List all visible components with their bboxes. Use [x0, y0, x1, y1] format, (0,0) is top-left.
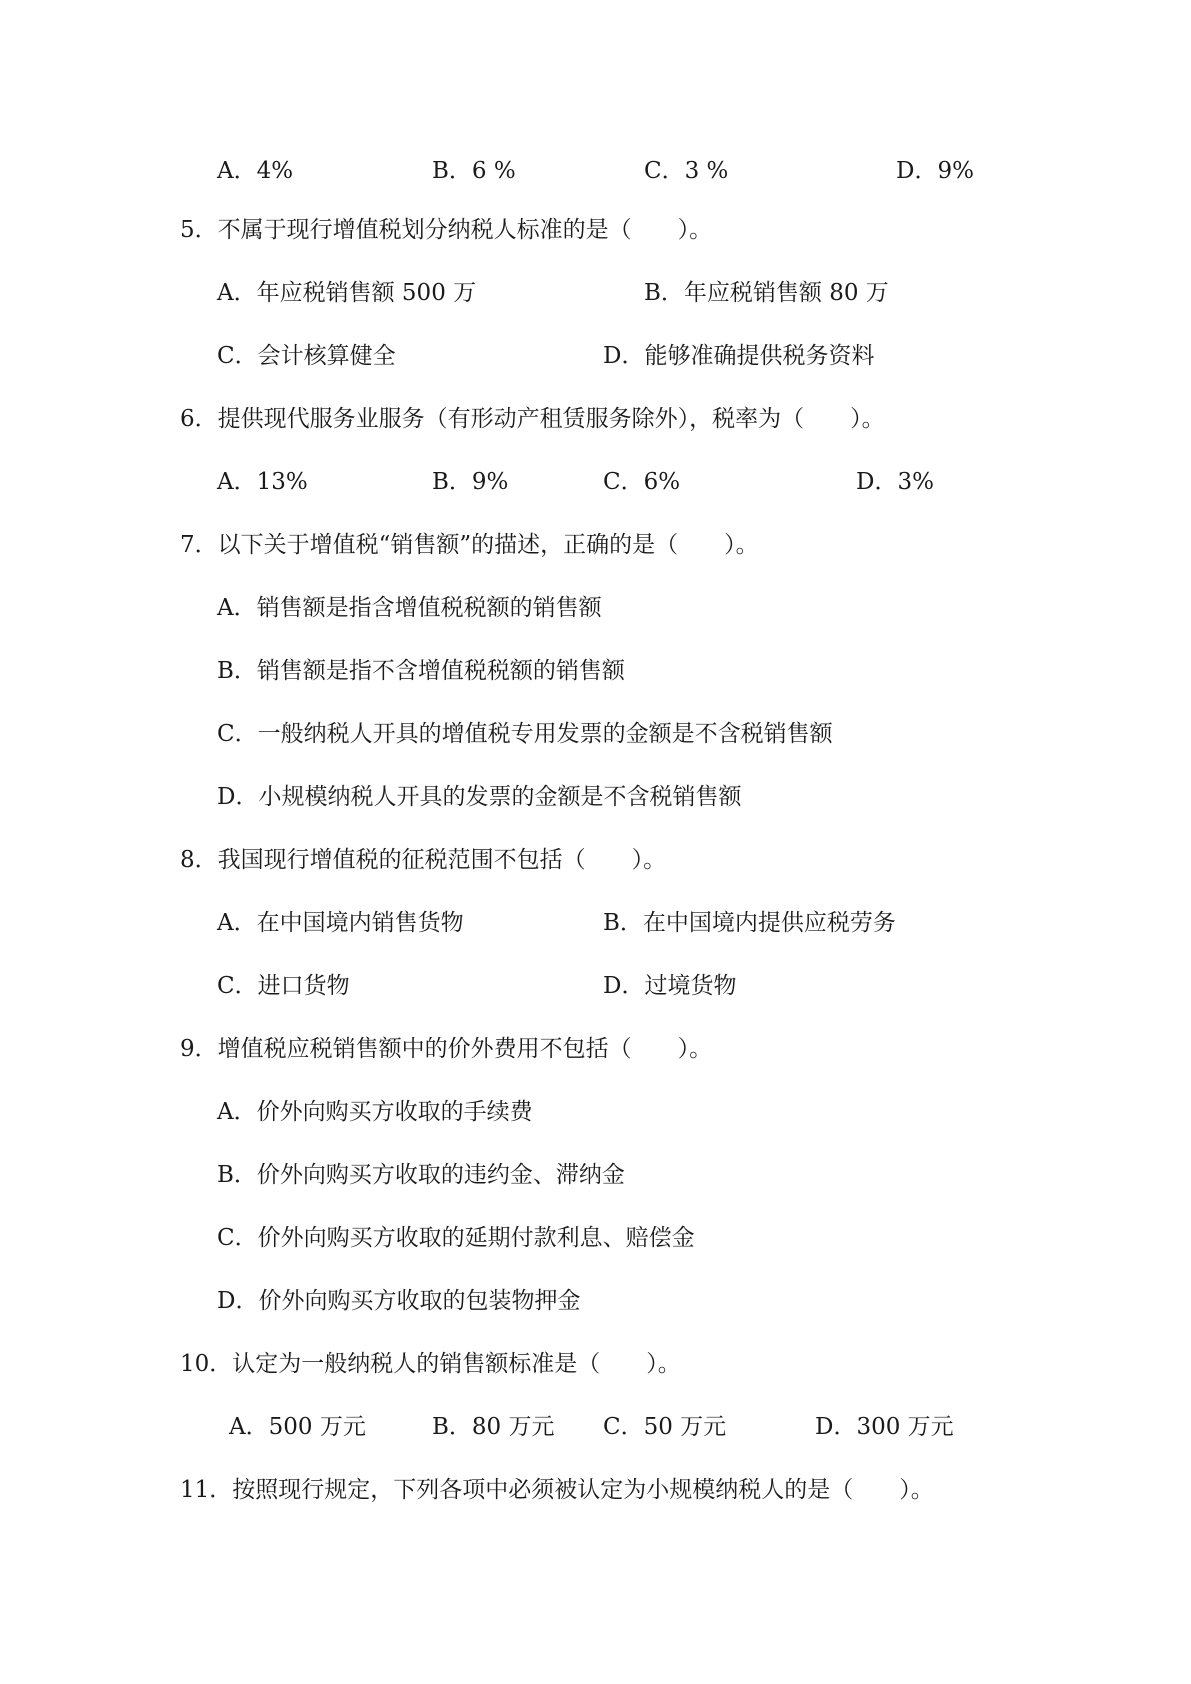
option-a: A．4% — [217, 158, 294, 184]
option-c: C．会计核算健全 — [217, 343, 396, 369]
option-b: B．年应税销售额 80 万 — [644, 280, 889, 306]
option-d: D．能够准确提供税务资料 — [603, 343, 875, 369]
question-7: 7．以下关于增值税“销售额”的描述，正确的是（ ）。 — [180, 532, 759, 558]
question-6: 6．提供现代服务业服务（有形动产租赁服务除外），税率为（ ）。 — [180, 406, 885, 432]
option-d: D．小规模纳税人开具的发票的金额是不含税销售额 — [217, 784, 742, 810]
option-b: B．6 % — [432, 158, 516, 184]
options-row-q8-2 — [0, 971, 1191, 1001]
option-d: D．300 万元 — [815, 1414, 954, 1440]
options-row-q5-1 — [0, 278, 1191, 308]
option-a: A．13% — [217, 469, 308, 495]
option-c: C．进口货物 — [217, 973, 350, 999]
option-b: B．9% — [432, 469, 509, 495]
option-a: A．在中国境内销售货物 — [217, 910, 464, 936]
option-a: A．500 万元 — [229, 1414, 366, 1440]
question-5: 5．不属于现行增值税划分纳税人标准的是（ ）。 — [180, 217, 713, 243]
question-8: 8．我国现行增值税的征税范围不包括（ ）。 — [180, 847, 667, 873]
question-11: 11．按照现行规定，下列各项中必须被认定为小规模纳税人的是（ ）。 — [180, 1477, 934, 1503]
options-row-q4 — [0, 156, 1191, 186]
option-b: B．80 万元 — [432, 1414, 555, 1440]
option-d: D．过境货物 — [603, 973, 737, 999]
option-a: A．年应税销售额 500 万 — [217, 280, 477, 306]
option-c: C．3 % — [644, 158, 729, 184]
option-b: B．销售额是指不含增值税税额的销售额 — [217, 658, 625, 684]
options-row-q10 — [0, 1412, 1191, 1442]
option-d: D．9% — [896, 158, 974, 184]
option-c: C．一般纳税人开具的增值税专用发票的金额是不含税销售额 — [217, 721, 833, 747]
option-c: C．价外向购买方收取的延期付款利息、赔偿金 — [217, 1225, 695, 1251]
option-d: D．价外向购买方收取的包装物押金 — [217, 1288, 581, 1314]
option-c: C．50 万元 — [603, 1414, 727, 1440]
options-row-q6 — [0, 467, 1191, 497]
option-a: A．销售额是指含增值税税额的销售额 — [217, 595, 602, 621]
options-row-q8-1 — [0, 908, 1191, 938]
option-b: B．在中国境内提供应税劳务 — [603, 910, 896, 936]
question-9: 9．增值税应税销售额中的价外费用不包括（ ）。 — [180, 1036, 713, 1062]
option-a: A．价外向购买方收取的手续费 — [217, 1099, 533, 1125]
option-d: D．3% — [856, 469, 934, 495]
question-10: 10．认定为一般纳税人的销售额标准是（ ）。 — [180, 1351, 681, 1377]
options-row-q5-2 — [0, 341, 1191, 371]
option-b: B．价外向购买方收取的违约金、滞纳金 — [217, 1162, 625, 1188]
option-c: C．6% — [603, 469, 681, 495]
